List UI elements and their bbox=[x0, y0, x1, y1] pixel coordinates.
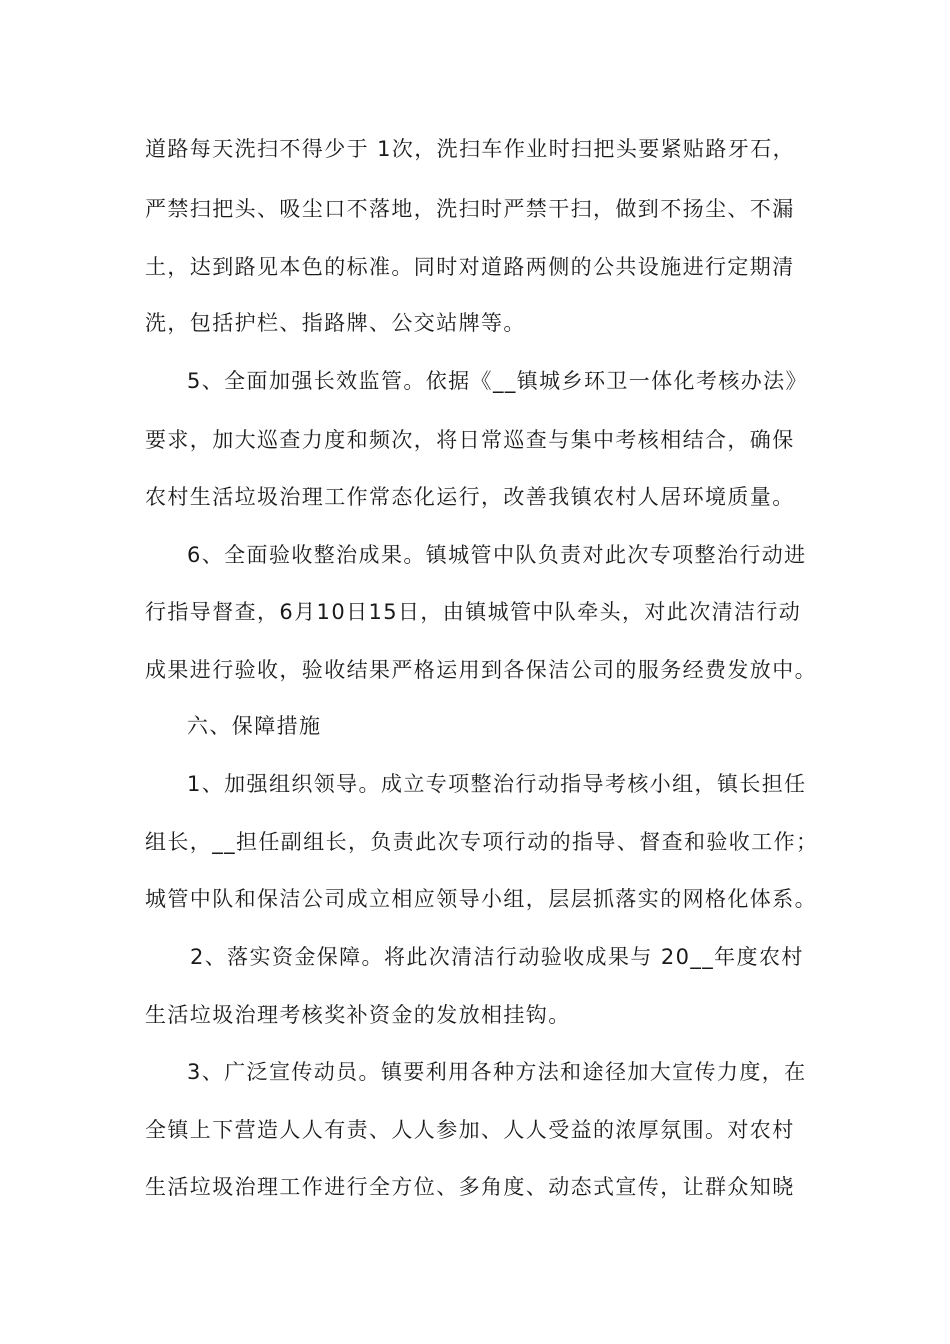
body-text-line: 道路每天洗扫不得少于 1次，洗扫车作业时扫把头要紧贴路牙石， bbox=[145, 137, 796, 161]
body-text-line: 严禁扫把头、吸尘口不落地，洗扫时严禁干扫，做到不扬尘、不漏 bbox=[145, 197, 795, 221]
paragraph-item-3: 3、广泛宣传动员。镇要利用各种方法和途径加大宣传力度，在 bbox=[187, 1060, 807, 1084]
paragraph-item-5: 5、全面加强长效监管。依据《__镇城乡环卫一体化考核办法》 bbox=[187, 369, 808, 393]
body-text-line: 洗，包括护栏、指路牌、公交站牌等。 bbox=[145, 311, 526, 335]
body-text-line: 全镇上下营造人人有责、人人参加、人人受益的浓厚氛围。对农村 bbox=[145, 1118, 795, 1142]
paragraph-item-6: 6、全面验收整治成果。镇城管中队负责对此次专项整治行动进 bbox=[187, 543, 807, 567]
body-text-line: 土，达到路见本色的标准。同时对道路两侧的公共设施进行定期清 bbox=[145, 255, 795, 279]
paragraph-item-1: 1、加强组织领导。成立专项整治行动指导考核小组，镇长担任 bbox=[187, 772, 807, 796]
body-text-line: 生活垃圾治理工作进行全方位、多角度、动态式宣传，让群众知晓 bbox=[145, 1175, 795, 1199]
body-text-line: 组长，__担任副组长，负责此次专项行动的指导、督查和验收工作； bbox=[145, 830, 819, 854]
body-text-line: 成果进行验收，验收结果严格运用到各保洁公司的服务经费发放中。 bbox=[145, 658, 817, 682]
body-text-line: 农村生活垃圾治理工作常态化运行，改善我镇农村人居环境质量。 bbox=[145, 485, 795, 509]
body-text-line: 要求，加大巡查力度和频次，将日常巡查与集中考核相结合，确保 bbox=[145, 428, 795, 452]
section-heading: 六、保障措施 bbox=[187, 714, 322, 738]
body-text-line: 生活垃圾治理考核奖补资金的发放相挂钩。 bbox=[145, 1003, 571, 1027]
body-text-line: 行指导督查，6月10日15日，由镇城管中队牵头，对此次清洁行动 bbox=[145, 600, 802, 624]
body-text-line: 城管中队和保洁公司成立相应领导小组，层层抓落实的网格化体系。 bbox=[145, 887, 817, 911]
paragraph-item-2: 2、落实资金保障。将此次清洁行动验收成果与 20__年度农村 bbox=[190, 945, 804, 969]
